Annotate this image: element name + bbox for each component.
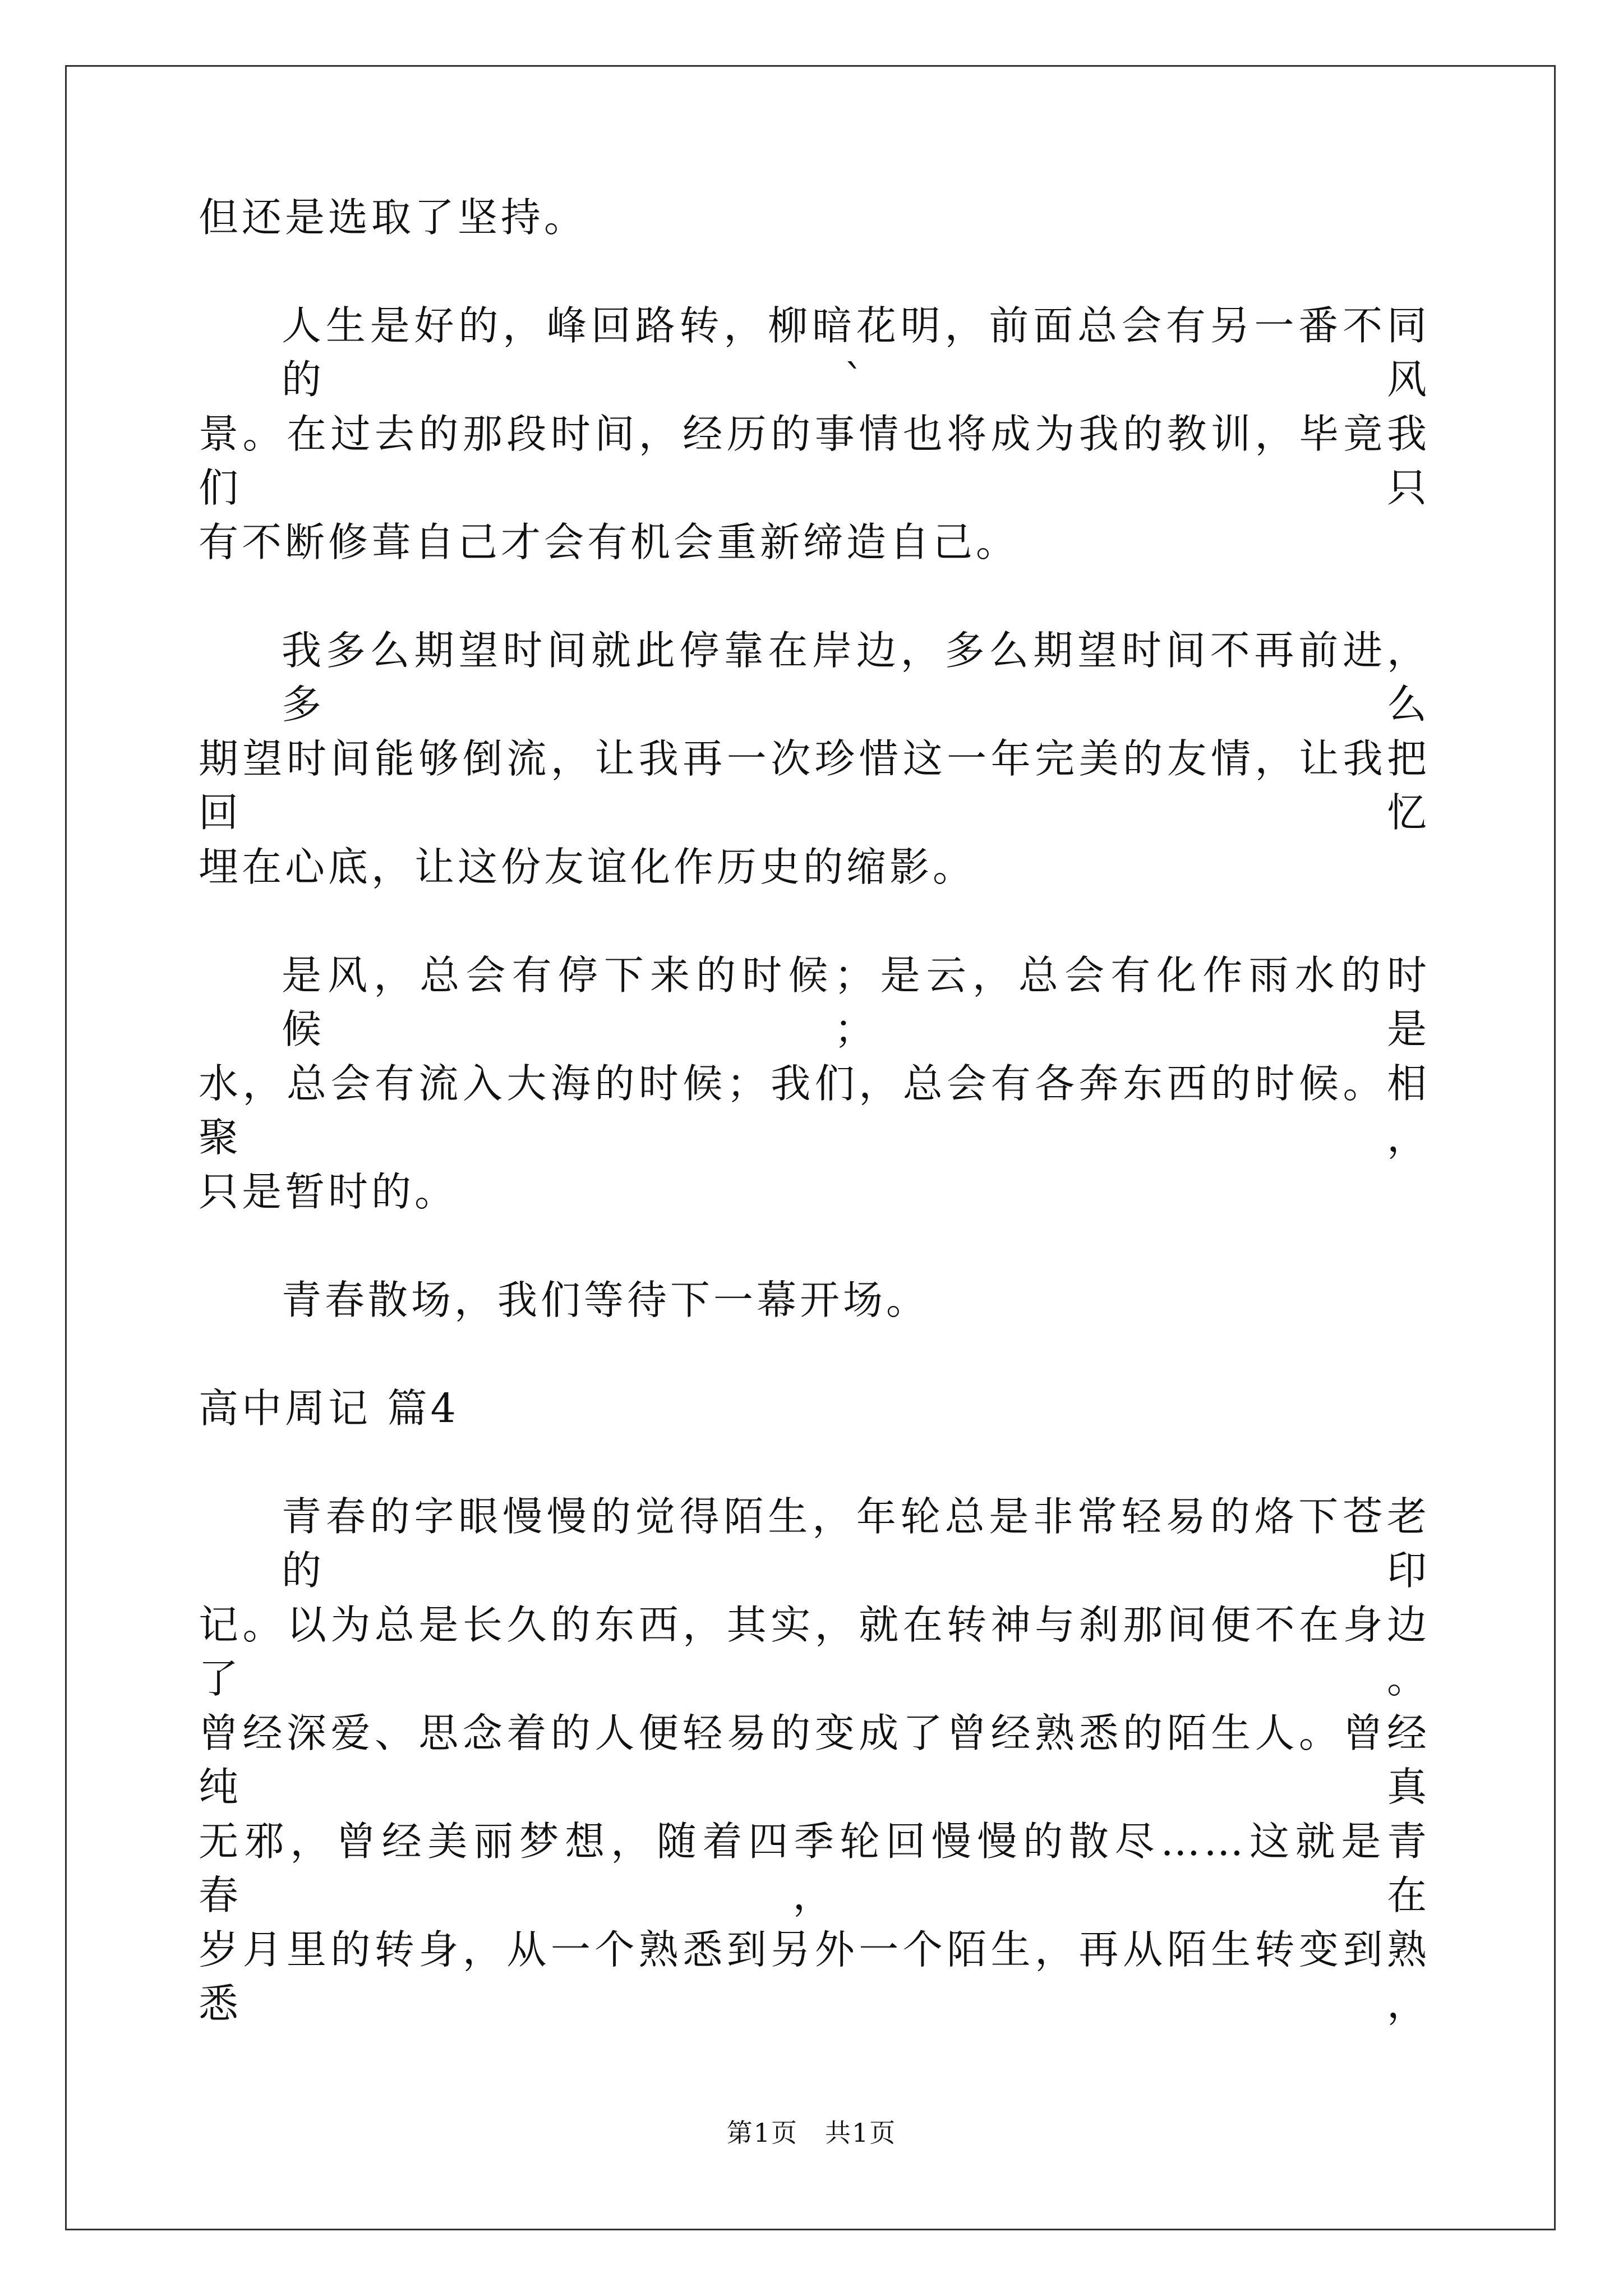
text-line: 曾经深爱、思念着的人便轻易的变成了曾经熟悉的陌生人。曾经纯真: [199, 1710, 1430, 1810]
document-body: [199, 191, 1430, 2031]
text-line: 无邪，曾经美丽梦想，随着四季轮回慢慢的散尽……这就是青春，在: [199, 1818, 1430, 1918]
text-line: 岁月里的转身，从一个熟悉到另外一个陌生，再从陌生转变到熟悉，: [199, 1926, 1430, 2027]
page-footer: 第1页 共1页: [726, 2118, 897, 2148]
text-line: 埋在心底，让这份友谊化作历史的缩影。: [199, 844, 976, 890]
text-line: 但还是选取了坚持。: [199, 194, 588, 241]
paragraph-line: 是风，总会有停下来的时候；是云，总会有化作雨水的时候；是: [282, 952, 1430, 1052]
text-line: 水，总会有流入大海的时候；我们，总会有各奔东西的时候。相聚，: [199, 1060, 1430, 1161]
section-heading: 高中周记 篇4: [199, 1385, 459, 1432]
text-line: 只是暂时的。: [199, 1168, 458, 1215]
text-line: 记。以为总是长久的东西，其实，就在转神与刹那间便不在身边了。: [199, 1602, 1430, 1702]
text-line: 期望时间能够倒流，让我再一次珍惜这一年完美的友情，让我把回忆: [199, 735, 1430, 836]
paragraph-line: 青春的字眼慢慢的觉得陌生，年轮总是非常轻易的烙下苍老的印: [282, 1493, 1430, 1594]
paragraph-line: 青春散场，我们等待下一幕开场。: [282, 1277, 930, 1323]
paragraph-line: 我多么期望时间就此停靠在岸边，多么期望时间不再前进，多么: [282, 627, 1430, 728]
paragraph-line: 人生是好的，峰回路转，柳暗花明，前面总会有另一番不同的`风: [282, 302, 1430, 403]
text-line: 景。在过去的那段时间，经历的事情也将成为我的教训，毕竟我们只: [199, 411, 1430, 511]
text-line: 有不断修葺自己才会有机会重新缔造自己。: [199, 519, 1020, 565]
